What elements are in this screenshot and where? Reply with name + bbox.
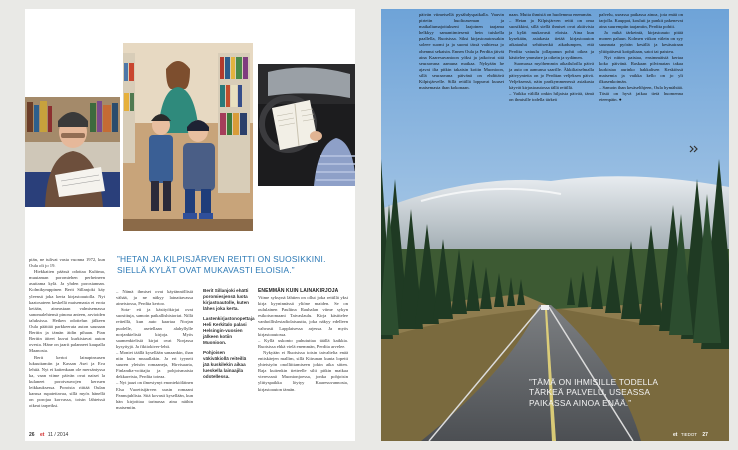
photo-reader-woman (25, 97, 120, 207)
caption: Berit Sillanjoki ehätti poromiesjensä luota kirjastoautolle, kuten lähes joka kerta. (203, 288, 249, 311)
paragraph: Hiekkatien päässä odottaa Kultima, muutaman poromiehen perheineen asuttama kylä. Ja yhden porosiannan. Kolmikymppinen Berit Sillanjoki käy yleensä joka kerta kirjastoautolla. Nyt kaatosateen keskellä maisemasta ei erota ketään, aineastaan valmisemassa sanomalehtensä pinona anteen, arvioiden taluksissa. Hetken odottelun jälkeen Oula päättää parkkeerata auton saunaan Beritin ja tämän äidin pihaan. Pian Beritin äiteet kuvat kurkistavat auton ovesta. Häne on jaarit palanneet kaupalla Maanosta. (29, 269, 105, 354)
page-folio-right (673, 432, 708, 438)
photo-captions (203, 288, 255, 380)
paragraph: Berit kertoi lainaptnsusen lukuuttamiin ja Kassan Asei ja Eva lehtiä. Nyt ei kaitenkaan ole mersäntyssa ka, vaan viime päivän ovat naiset la kulaneet porotvauvojen kerruen leikkauksessa. Poroista riittää Oulan kanssa rupatettavaa, sillä myös hänellä on porojaa korvassa, toisin lähteissä oikeat tarpeiksi. (29, 354, 105, 409)
paragraph (599, 85, 683, 103)
paragraph-text: – Samoin ihan kesäselthjeen, Oula hymähtää. Tästä on hyvä jatkaa tietä huomenna eteenpäin. (599, 85, 683, 103)
magazine-brand: et (39, 432, 45, 438)
pull-quote-text: ”TÄMÄ ON IHMISILLE TODELLA TÄRKEÄ PALVELU, USEASSA PAIKASSA AINOA ENÄÄ.” (529, 377, 658, 408)
paragraph: palvelu, useassa paikassa ainoa, jota enää on tarjolla. Kauppat, kouluti ja pankit pakenevat aina suurempiin taajamiin, Perdita pohtii. (599, 12, 683, 30)
body-column-r3 (599, 12, 683, 103)
paragraph: Sota- eti ja käsityökirjat ovat suosittuja, samoin paikallishistoriat. Nillä reiteillä, kun auto kaartaa Norjan puolelle, asetellaan alahyllylle norjankielisiä kirjoja. Myös saamenkielisiä kirjat ovat Norjassa kysyttyjä. Ja fiktiokiver-lehti. (116, 307, 193, 349)
paragraph: päivän viimeisellä pysähdyspaikalla. Vauvin pirteiin huoltoaseman ja maikaliumajoitukseni laajoinen taajama helkkyy samantimiesenä hein tuiskella paallella, Ruotsissa. Siksi kirjastoautossakin soleee suomi ja ja suomi tässä vaihtessa jo ohennut sekaisin. Ennen Oula ja Perdita jäivät aina Kaaresuvantoon yöksi ja jatkoivat sitä seuraavana aamuna matkaa. Nykyään he ajavat ilta pitkin takaisin kotiin Muonioon, sillä seuraavana päivänä on ehdittävä Kilpisjärvelle. Sillä reitillä loppuvat kuuset maisemasta ihan kokonaan. (419, 12, 504, 91)
body-column-2 (116, 289, 193, 411)
body-column-1 (29, 257, 105, 409)
paragraph: Nyt nitten paistaa, ensimmäistä kertaa koko päivänä. Raskaan pilvimatan takaa kurkistaa aurinko hakkalisen Keskiössä maisemia ja vaikka kello on jo yli ilkasenkoimän. (599, 54, 683, 85)
magazine-brand: et (673, 432, 678, 438)
body-column-r2 (509, 12, 594, 103)
double-chevron-right-icon[interactable] (689, 145, 699, 153)
body-column-r1 (419, 12, 504, 91)
paragraph: Ja mikä tärkeintä, kirjastoauto pitää monen paluun. Kolmen viikon välein on syy suunnata pyörän kesällä ja kesäsairaan yltiöpäisesti kotipiltaan, satoi tai paisteu. (599, 30, 683, 54)
pull-quote-text: ”HETAN JA KILPISJÄRVEN REITTI ON SUOSIKKINI. SIELLÄ KYLÄT OVAT MUKAVASTI ELOISIA.” (117, 254, 326, 275)
page-number: 27 (702, 432, 708, 438)
paragraph: – Nyt jaazi on ilmestynyt enontekiöläinen Elsa Vuoettsijärven uusin romaani Pannujuhlista. Sitä kovasti kysellään, kun hän kirjoittaa tarinassa aina näihin maisemiin. (116, 380, 193, 410)
pull-quote (117, 254, 349, 275)
right-page (381, 9, 729, 441)
issue-label: 11 / 2014 (47, 432, 69, 438)
left-page (25, 9, 355, 441)
pull-quote-right (529, 377, 679, 408)
paragraph: – Moniet täällä kysellään sanaankin, ihan niin kuin muuallakin. Ja eri tyyneit suuren yleisön romaaneja, Hirvisaarta, Finlandia-voittajia ja pohjoismaista dekkareista, Perdita toteaa. (116, 349, 193, 380)
caption: Pohjoisen väkiväkiollä reiteillä jää kuskilekin aikaa lueskella lainaajila odotellessa. (203, 350, 247, 379)
photo-driver-reading (258, 64, 355, 186)
paragraph: – Vaikka välillä onkin hiljaista päivää, tämä on ihmisille todella tärkeä (509, 91, 594, 103)
paragraph: naan. Mutta ihmisiä on huolemma enemmän. (509, 12, 593, 17)
paragraph: – Nämä ihmiset ovat käytännöllisiä vähää, ja ne näkyy lainattavassa aineistossa, Perdita kertoo. (116, 289, 193, 307)
paragraph: Nykyään ei Ruotsissa toisin taivaltelta enää entiskäejen mallim, sillä Kiirunan kunta lopetti yhteistyön onolliittamiseen jokin aika sitten. Raja kuitenkin tietteelle silti pitkin matkaa vieresssnä Muonionjoessa, jonka pohjoisin ylittyspaikka löytyy Kaaresuvannosta, kirjastoauton tämän. (258, 349, 348, 392)
paragraph: Viime syksynä lähtien on ollut joka reitillä yksi kirja kyyninnässä yliöne maiden. Se on oululainen Pauliina Rauhalan viime sykyn esikoisromaani Taivaslaulu. Kirja käsittelee vanhoillislestadiolaisuutta, joka näkyy edelleen vahvasti Lapplaisessa arjessa. Ja myös kirjastoautossa. (258, 295, 348, 337)
page-folio-left (29, 432, 68, 438)
paragraph: Suomassa myöhemmin aikailuloilla päivä ja auto on aamunsa saarille. Äkkiliaiselmalla päivyyntetta on jo Perditan veljeksen päivä. Veljeksensä, näin parikymmenessä asiakasta käyvät kirjastoautossa tällä reitillä. (509, 60, 594, 91)
paragraph: piän, ne tulivat vasta vuonna 1972, kun Oula oli jo 19. (29, 257, 105, 269)
section-heading: ENEMMÄN KUIN LAINAKIRJOJA (258, 288, 339, 294)
caption: Lastenkirjastonopettaja Heli Kerkitalo palasi Helsingin-vuosien jälkeen kotiin Muonioon. (203, 316, 255, 345)
page-number: 26 (29, 432, 35, 438)
section-label: TIEDOT (680, 432, 697, 437)
photo-children-in-bookmobile (123, 43, 253, 231)
body-column-4 (258, 288, 348, 393)
paragraph: – Hetan ja Kilpisjärven reitti on oma suosikkini, sillä siellä ihmiset ovat aktiivisia ja kylät mukavasti eloisia. Aina kun kysekään, asiakasta tietää kirjastoauton aikataulut sehttisenkä aikadumpen, että Perdita vatuulu jollapanun pohti oikea ja käsitelee ymmärre ja oikein ja sydämen. (509, 18, 594, 60)
paragraph: – Kyllä uskonto puhututtaa täällä kaikkia. Ruotsissa ehkä vielä enemmän, Perdita arvelee. (258, 337, 348, 349)
end-mark: ● (618, 97, 622, 103)
